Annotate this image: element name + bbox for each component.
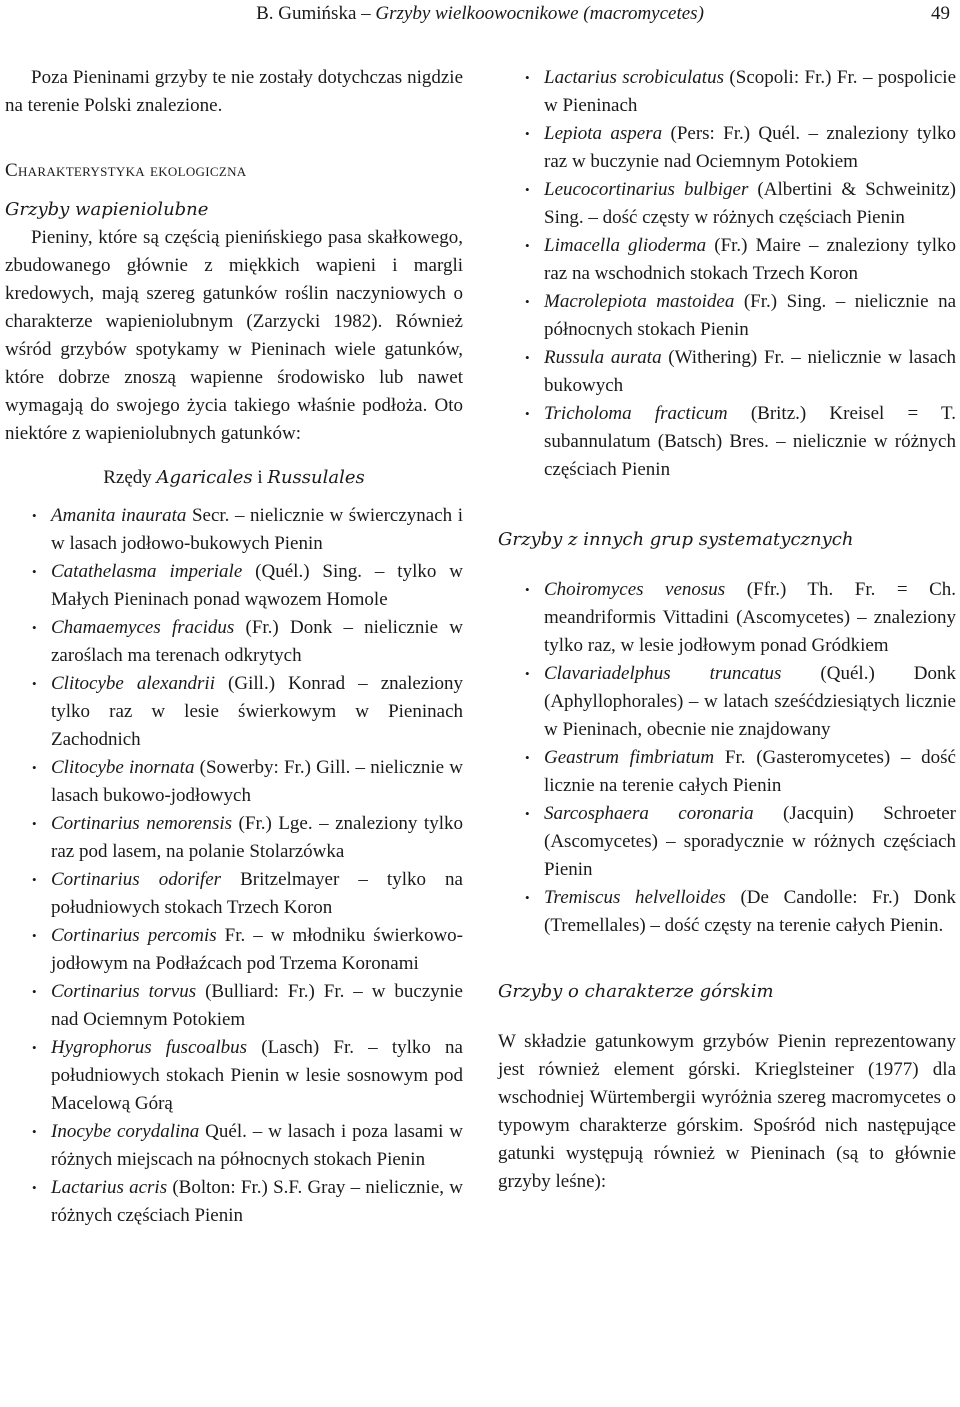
mountain-heading: Grzyby o charakterze górskim <box>498 981 774 1002</box>
list-item: • Sarcosphaera coronaria (Jacquin) Schroeter (Ascomycetes) – sporadycznie w różnych częściach Pienin <box>498 800 956 884</box>
right-column <box>498 64 956 1196</box>
list-item: • Amanita inaurata Secr. – nielicznie w świerczynach i w lasach jodłowo-bukowych Pienin <box>5 502 463 558</box>
list-item: • Tremiscus helvelloides (De Candolle: Fr.) Donk (Tremellales) – dość częsty na terenie całych Pienin. <box>498 884 956 940</box>
list-item: • Cortinarius odorifer Britzelmayer – tylko na południowych stokach Trzech Koron <box>5 866 463 922</box>
species-list-continued <box>498 64 956 484</box>
list-item: • Inocybe corydalina Quél. – w lasach i poza lasami w różnych miejscach na północnych stokach Pienin <box>5 1118 463 1174</box>
group-heading: Grzyby z innych grup systematycznych <box>498 529 854 550</box>
list-item: • Cortinarius percomis Fr. – w młodniku świerkowo-jodłowym na Podłaźcach pod Trzema Koronami <box>5 922 463 978</box>
list-item: • Cortinarius nemorensis (Fr.) Lge. – znaleziony tylko raz pod lasem, na polanie Stolarzówka <box>5 810 463 866</box>
header-title: Grzyby wielkoowocnikowe (macromycetes) <box>375 3 704 24</box>
list-item: • Lactarius scrobiculatus (Scopoli: Fr.) Fr. – pospolicie w Pieninach <box>498 64 956 120</box>
list-item: • Clitocybe alexandrii (Gill.) Konrad – znaleziony tylko raz w lesie świerkowym w Pieninach Zachodnich <box>5 670 463 754</box>
intro-paragraph: Poza Pieninami grzyby te nie zostały dotychczas nigdzie na terenie Polski znalezione. <box>5 67 463 116</box>
other-species-list <box>498 576 956 940</box>
list-item: • Tricholoma fracticum (Britz.) Kreisel = T. subannulatum (Batsch) Bres. – nielicznie w różnych częściach Pienin <box>498 400 956 484</box>
list-item: • Geastrum fimbriatum Fr. (Gasteromycetes) – dość licznie na terenie całych Pienin <box>498 744 956 800</box>
section-heading: Charakterystyka ekologiczna <box>5 160 247 181</box>
page-number: 49 <box>931 3 950 24</box>
list-item: • Lactarius acris (Bolton: Fr.) S.F. Gray – nielicznie, w różnych częściach Pienin <box>5 1174 463 1230</box>
order-heading: Rzędy Agaricales i Russulales <box>103 467 365 488</box>
list-item: • Clitocybe inornata (Sowerby: Fr.) Gill. – nielicznie w lasach bukowo-jodłowych <box>5 754 463 810</box>
list-item: • Clavariadelphus truncatus (Quél.) Donk (Aphyllophorales) – w latach sześćdziesiątych licznie w Pieninach, obecnie nie znajdowany <box>498 660 956 744</box>
list-item: • Russula aurata (Withering) Fr. – nielicznie w lasach bukowych <box>498 344 956 400</box>
list-item: • Chamaemyces fracidus (Fr.) Donk – nielicznie w zaroślach ma terenach odkrytych <box>5 614 463 670</box>
mountain-paragraph: W składzie gatunkowym grzybów Pienin reprezentowany jest również element górski. Krieglsteiner (1977) dla wschodniej Würtembergii wyróżnia szereg macromycetes o typowym charakterze górskim. Spośród nich następujące gatunki występują również w Pieninach (są to głównie grzyby leśne): <box>498 1031 956 1192</box>
list-item: • Choiromyces venosus (Ffr.) Th. Fr. = Ch. meandriformis Vittadini (Ascomycetes) – znaleziony tylko raz, w lesie jodłowym ponad Gródkiem <box>498 576 956 660</box>
body-paragraph: Pieniny, które są częścią pienińskiego pasa skałkowego, zbudowanego głównie z miękkich wapieni i margli kredowych, mają szereg gatunków roślin naczyniowych o charakterze wapieniolubnym (Zarzycki 1982). Również wśród grzybów spotykamy w Pieninach wiele gatunków, które dobrze znoszą wapienne środowisko lub nawet wymagają do swojego życia takiego właśnie podłoża. Oto niektóre z wapieniolubnych gatunków: <box>5 227 463 444</box>
list-item: • Cortinarius torvus (Bulliard: Fr.) Fr. – w buczynie nad Ociemnym Potokiem <box>5 978 463 1034</box>
list-item: • Lepiota aspera (Pers: Fr.) Quél. – znaleziony tylko raz w buczynie nad Ociemnym Potokiem <box>498 120 956 176</box>
list-item: • Limacella glioderma (Fr.) Maire – znaleziony tylko raz na wschodnich stokach Trzech Koron <box>498 232 956 288</box>
header-author: B. Gumińska – <box>256 3 376 24</box>
running-header <box>0 0 960 28</box>
left-column <box>5 64 463 1230</box>
list-item: • Hygrophorus fuscoalbus (Lasch) Fr. – tylko na południowych stokach Pienin w lesie sosnowym pod Macelową Górą <box>5 1034 463 1118</box>
list-item: • Leucocortinarius bulbiger (Albertini & Schweinitz) Sing. – dość częsty w różnych częściach Pienin <box>498 176 956 232</box>
species-list <box>5 502 463 1230</box>
list-item: • Macrolepiota mastoidea (Fr.) Sing. – nielicznie na północnych stokach Pienin <box>498 288 956 344</box>
list-item: • Catathelasma imperiale (Quél.) Sing. – tylko w Małych Pieninach ponad wąwozem Homole <box>5 558 463 614</box>
subheading: Grzyby wapieniolubne <box>5 199 209 220</box>
